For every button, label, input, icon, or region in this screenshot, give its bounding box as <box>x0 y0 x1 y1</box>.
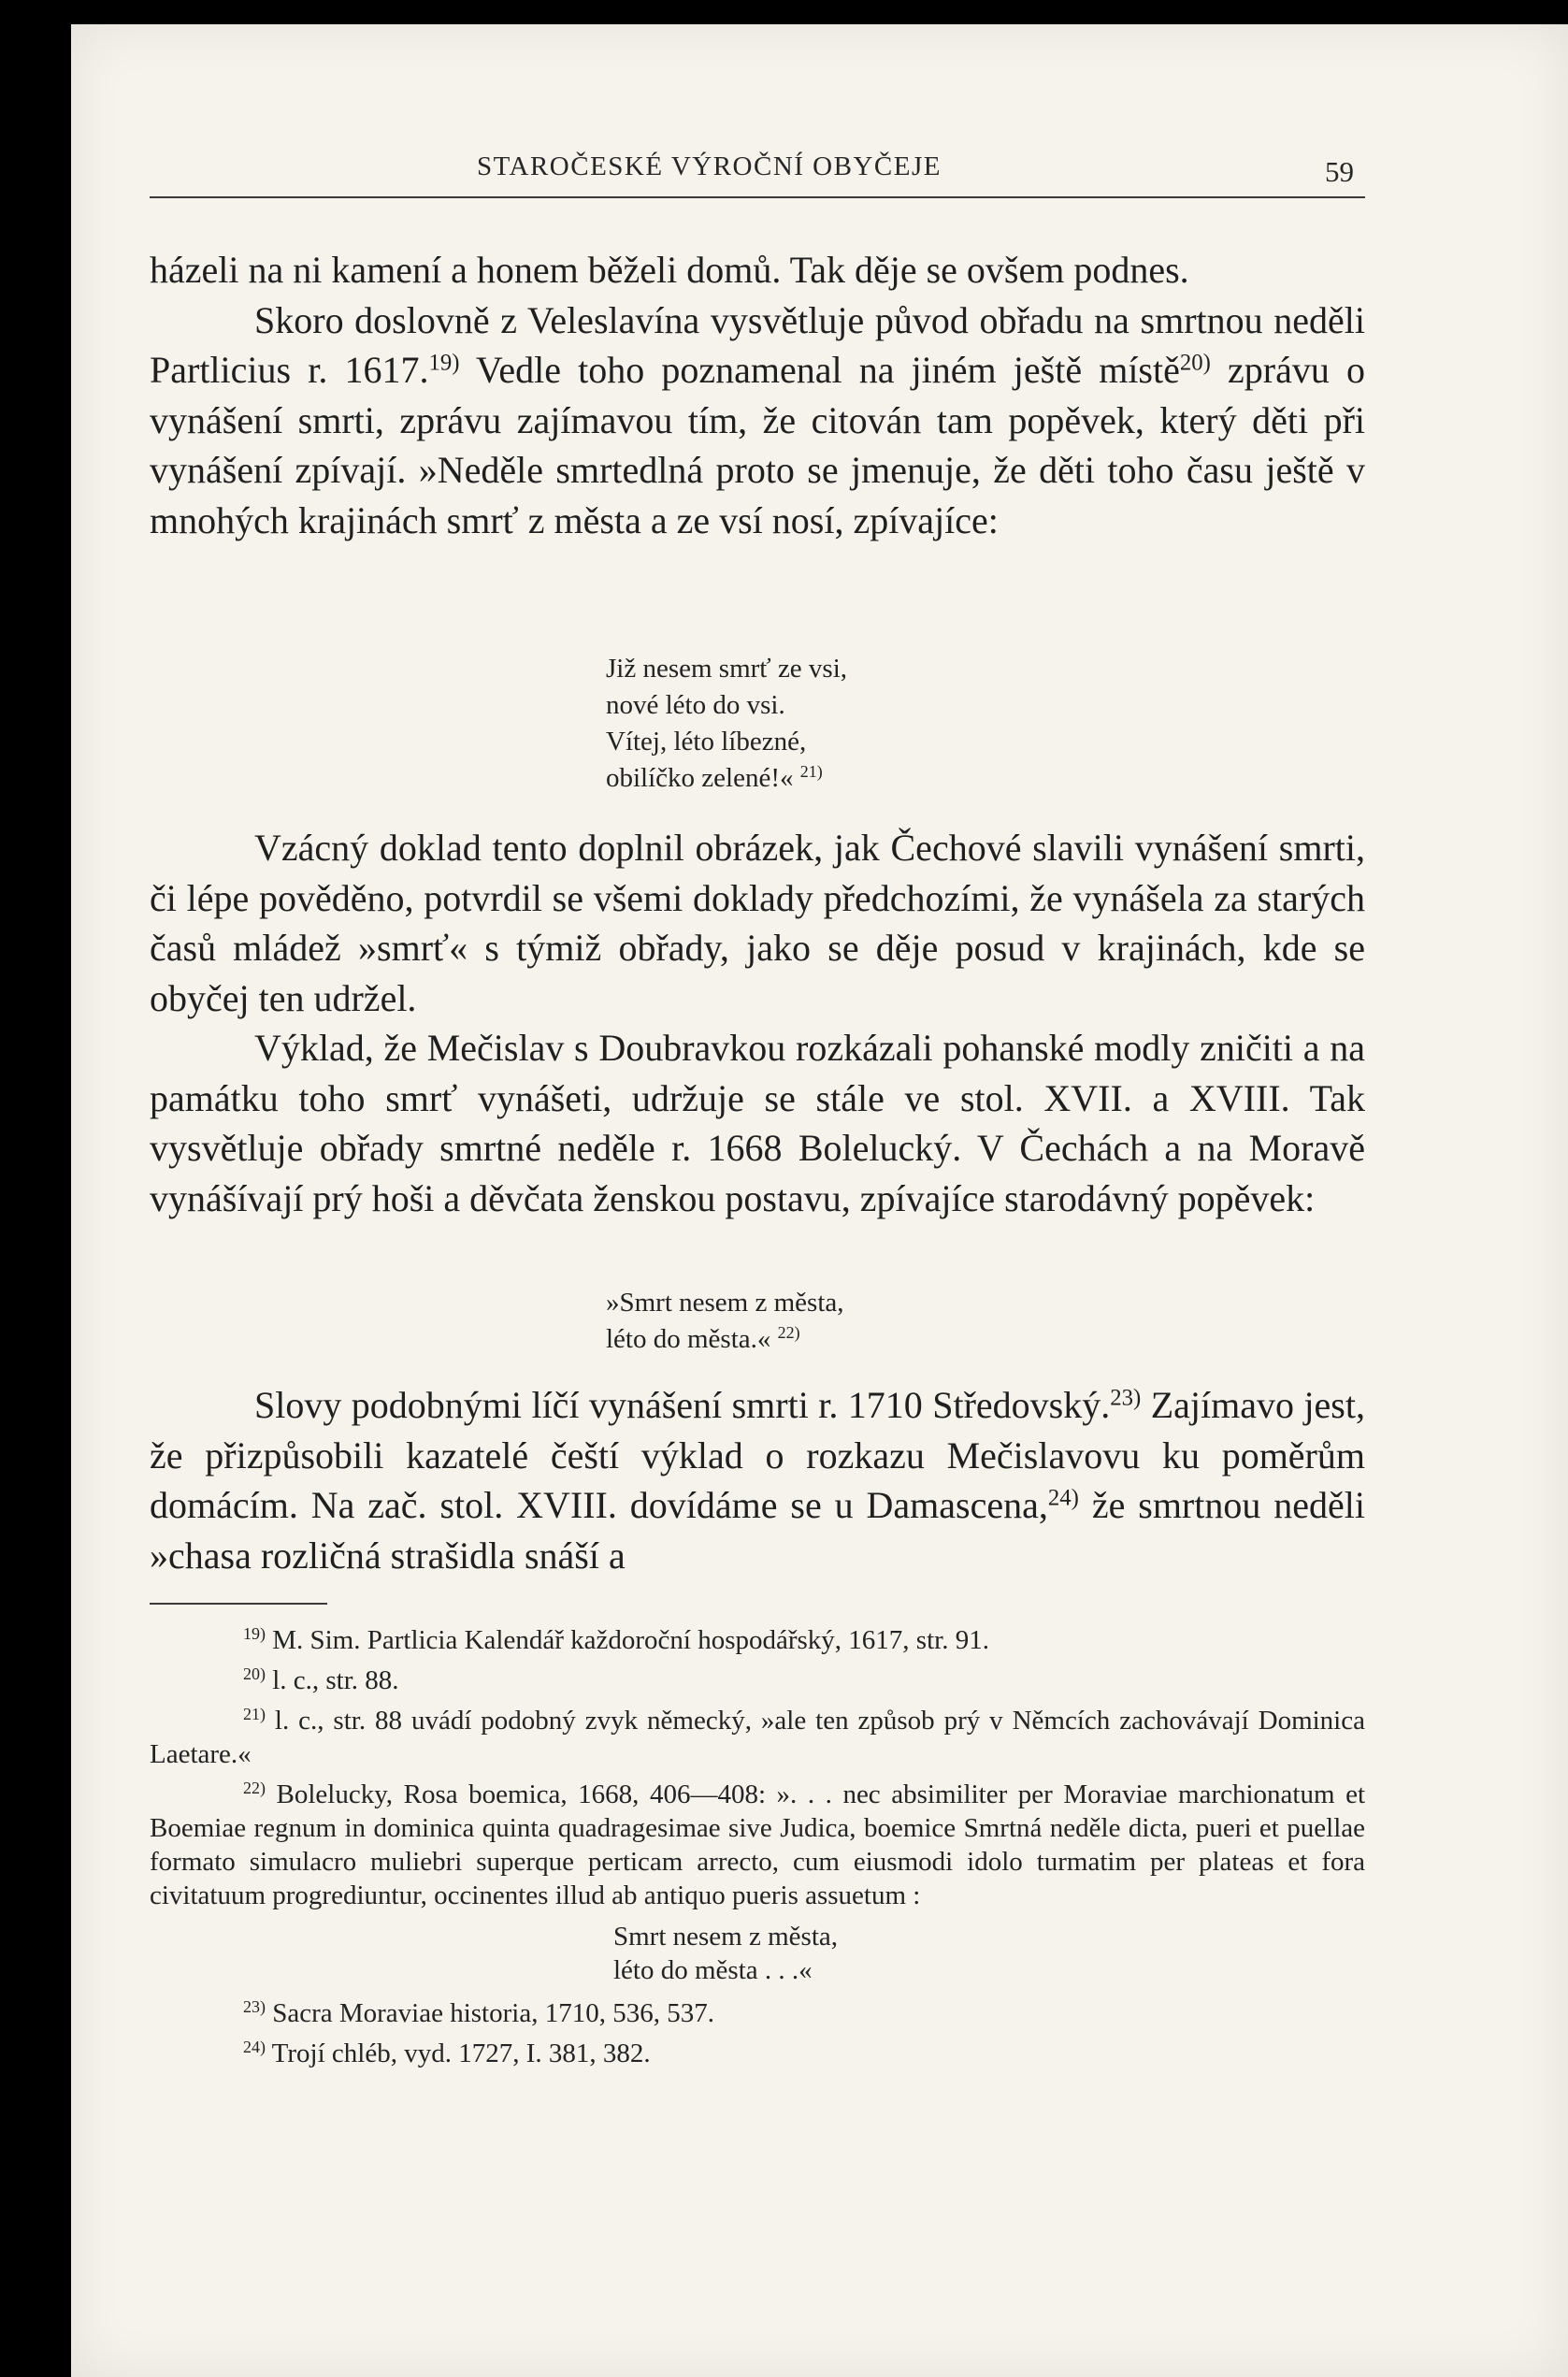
footnote-mark: 22) <box>243 1779 266 1798</box>
paragraph-text: že smrtnou neděli »chasa rozličná strašidla snáší a <box>150 1484 1365 1577</box>
footnote-rule <box>150 1603 327 1605</box>
footnote-ref: 19) <box>428 350 460 376</box>
verse-quote-1 <box>606 651 847 797</box>
footnote-ref: 20) <box>1179 350 1211 376</box>
footnote-text: Bolelucky, Rosa boemica, 1668, 406—408: ». . . nec absimiliter per Moraviae marchionatum et Boemiae regnum in dominica quinta quadragesimae sive Judica, boemice Smrtná neděle dicta, pueri et puellae formato simulacro muliebri superque perticam arrecto, cum eiusmodi idolo turmatim per plateas et fora civitatuum progrediuntur, occinentes illud ab antiquo pueris assuetum : <box>150 1779 1365 1910</box>
paragraph-text: Skoro doslovně z Veleslavína vysvětluje původ obřadu na smrtnou neděli Partlicius r. 1617. <box>150 298 1365 391</box>
footnote-mark: 23) <box>243 1997 266 2017</box>
footnote-21 <box>150 1704 1365 1771</box>
body-block-2 <box>150 823 1365 1223</box>
verse-line <box>606 1321 844 1358</box>
body-block-1 <box>150 245 1365 545</box>
paragraph-text: Zajímavo jest, že přizpůsobili kazatelé čeští výklad o rozkazu Mečislavovu ku poměrům domácím. Na zač. stol. XVIII. dovídáme se u Damascena, <box>150 1384 1365 1526</box>
footnote-mark: 19) <box>243 1624 266 1644</box>
verse-text: léto do města.« <box>606 1324 771 1354</box>
verse-quote-2 <box>606 1285 844 1358</box>
verse-text: obilíčko zelené!« <box>606 763 794 793</box>
verse-line: Již nesem smrť ze vsi, <box>606 654 848 684</box>
verse-line: Vítej, léto líbezné, <box>606 727 807 756</box>
footnote-ref: 23) <box>1110 1385 1142 1411</box>
paragraph-text: Vzácný doklad tento doplnil obrázek, jak Čechové slavili vynášení smrti, či lépe pověděno, potvrdil se všemi doklady předchozími, že vynášela za starých časů mládež »smrť« s týmiž obřady, jako se děje posud v krajinách, kde se obyčej ten udržel. <box>150 827 1365 1019</box>
body-block-3 <box>150 1380 1365 1580</box>
footnote-ref: 21) <box>799 762 823 782</box>
verse-line: léto do města . . .« <box>613 1955 813 1985</box>
paragraph-text: Výklad, že Mečislav s Doubravkou rozkázali pohanské modly zničiti a na památku toho smrť vynášeti, udržuje se stále ve stol. XVII. a XVIII. Tak vysvětluje obřady smrtné neděle r. 1668 Bolelucký. V Čechách a na Moravě vynášívají prý hoši a děvčata ženskou postavu, zpívajíce starodávný popěvek: <box>150 1027 1365 1219</box>
footnote-mark: 20) <box>243 1664 266 1684</box>
header-rule <box>150 196 1365 198</box>
footnote-mark: 24) <box>243 2038 266 2057</box>
footnote-24 <box>150 2037 1365 2070</box>
paragraph-text: Slovy podobnými líčí vynášení smrti r. 1710 Středovský. <box>254 1384 1111 1426</box>
footnote-ref: 22) <box>777 1323 800 1343</box>
running-header: STAROČESKÉ VÝROČNÍ OBYČEJE <box>477 151 942 181</box>
footnote-mark: 21) <box>243 1705 266 1724</box>
verse-line: nové léto do vsi. <box>606 690 785 720</box>
verse-line: Smrt nesem z města, <box>613 1922 839 1952</box>
paragraph-text: zprávu o vynášení smrti, zprávu zajímavou tím, že citován tam popěvek, který děti při vynášení zpívají. »Neděle smrtedlná proto se jmenuje, že děti toho času ještě v mnohých krajinách smrť z města a ze vsí nosí, zpívajíce: <box>150 349 1366 541</box>
footnote-verse <box>613 1920 1365 1987</box>
footnote-22 <box>150 1778 1365 1912</box>
footnote-text: M. Sim. Partlicia Kalendář každoroční hospodářský, 1617, str. 91. <box>265 1625 989 1655</box>
footnote-19 <box>150 1623 1365 1657</box>
footnote-text: l. c., str. 88. <box>265 1665 399 1695</box>
footnotes <box>150 1623 1365 2077</box>
footnote-ref: 24) <box>1047 1485 1079 1511</box>
paragraph <box>150 295 1365 546</box>
paragraph-text: Vedle toho poznamenal na jiném ještě místě <box>459 349 1180 391</box>
footnote-text: Sacra Moraviae historia, 1710, 536, 537. <box>265 1998 714 2028</box>
verse-line <box>606 760 847 797</box>
verse-line: »Smrt nesem z města, <box>606 1288 844 1318</box>
paragraph <box>150 1023 1365 1223</box>
paragraph <box>150 245 1365 295</box>
footnote-text: Trojí chléb, vyd. 1727, I. 381, 382. <box>265 2038 651 2068</box>
page-number: 59 <box>1325 155 1354 188</box>
paragraph-text: házeli na ni kamení a honem běželi domů. Tak děje se ovšem podnes. <box>150 249 1189 291</box>
paragraph <box>150 1380 1365 1580</box>
footnote-20 <box>150 1664 1365 1697</box>
paragraph <box>150 823 1365 1023</box>
footnote-text: l. c., str. 88 uvádí podobný zvyk německý, »ale ten způsob prý v Němcích zachovávají Dominica Laetare.« <box>150 1706 1365 1769</box>
footnote-23 <box>150 1996 1365 2030</box>
